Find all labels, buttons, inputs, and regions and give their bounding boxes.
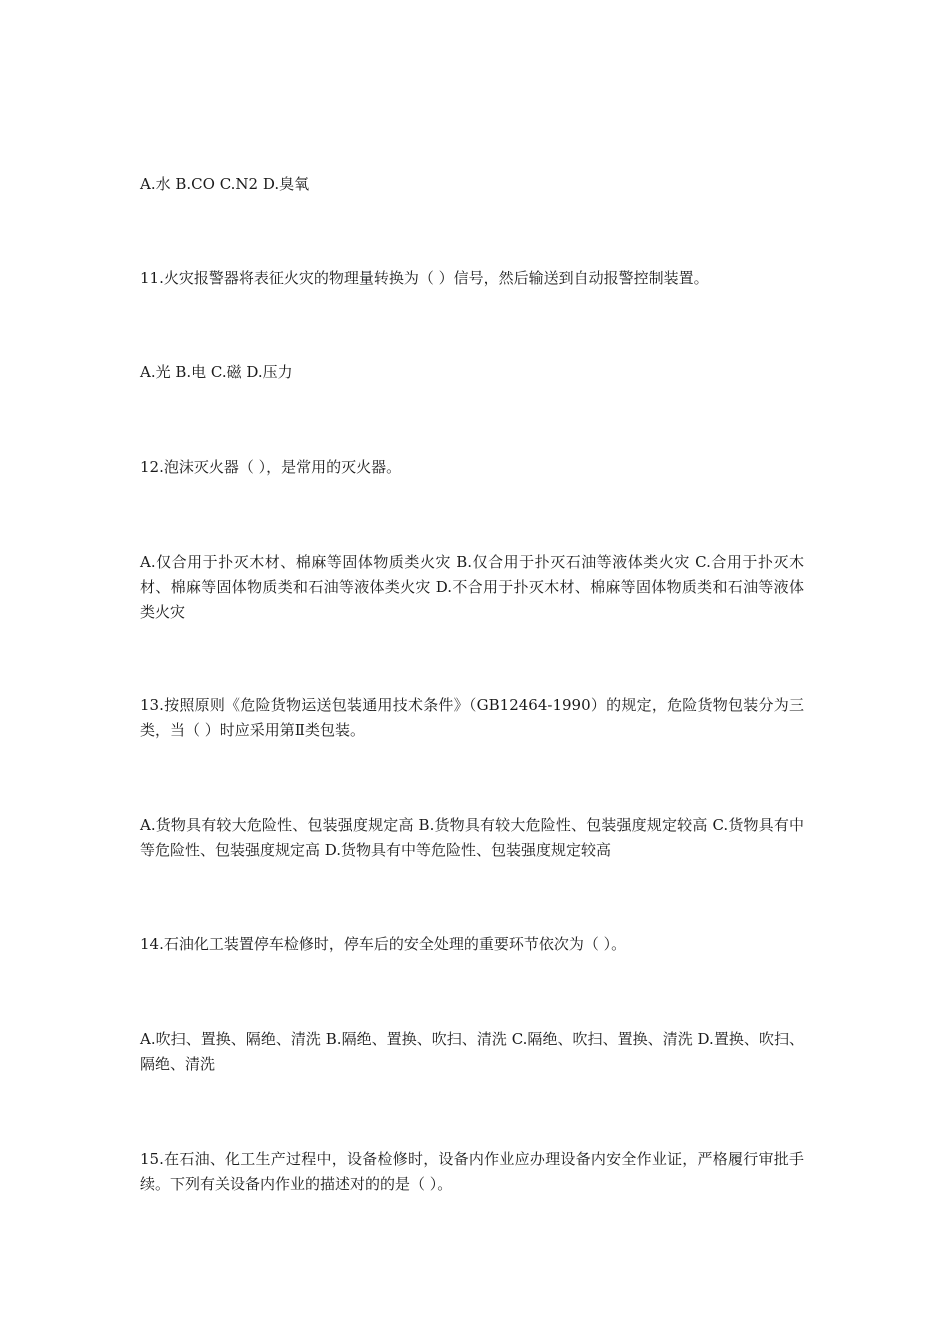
question-13: 13.按照原则《危险货物运送包装通用技术条件》（GB12464-1990）的规定，危险货物包装分为三类，当（ ）时应采用第Ⅱ类包装。	[140, 696, 804, 739]
question-11: 11.火灾报警器将表征火灾的物理量转换为（ ）信号，然后输送到自动报警控制装置。	[140, 269, 709, 287]
options-q14: A.吹扫、置换、隔绝、清洗 B.隔绝、置换、吹扫、清洗 C.隔绝、吹扫、置换、清洗 D.置换、吹扫、隔绝、清洗	[140, 1030, 804, 1073]
question-15: 15.在石油、化工生产过程中，设备检修时，设备内作业应办理设备内安全作业证，严格履行审批手续。下列有关设备内作业的描述对的的是（ ）。	[140, 1150, 804, 1193]
options-q12: A.仅合用于扑灭木材、棉麻等固体物质类火灾 B.仅合用于扑灭石油等液体类火灾 C.合用于扑灭木材、棉麻等固体物质类和石油等液体类火灾 D.不合用于扑灭木材、棉麻等固体物质类和石油等液体类火灾	[140, 553, 804, 621]
options-q11: A.光 B.电 C.磁 D.压力	[140, 363, 293, 381]
question-14: 14.石油化工装置停车检修时，停车后的安全处理的重要环节依次为（ ）。	[140, 935, 627, 953]
options-q13: A.货物具有较大危险性、包装强度规定高 B.货物具有较大危险性、包装强度规定较高 C.货物具有中等危险性、包装强度规定高 D.货物具有中等危险性、包装强度规定较高	[140, 816, 804, 859]
options-q10: A.水 B.CO C.N2 D.臭氧	[140, 175, 310, 193]
question-12: 12.泡沫灭火器（ ），是常用的灭火器。	[140, 458, 402, 476]
